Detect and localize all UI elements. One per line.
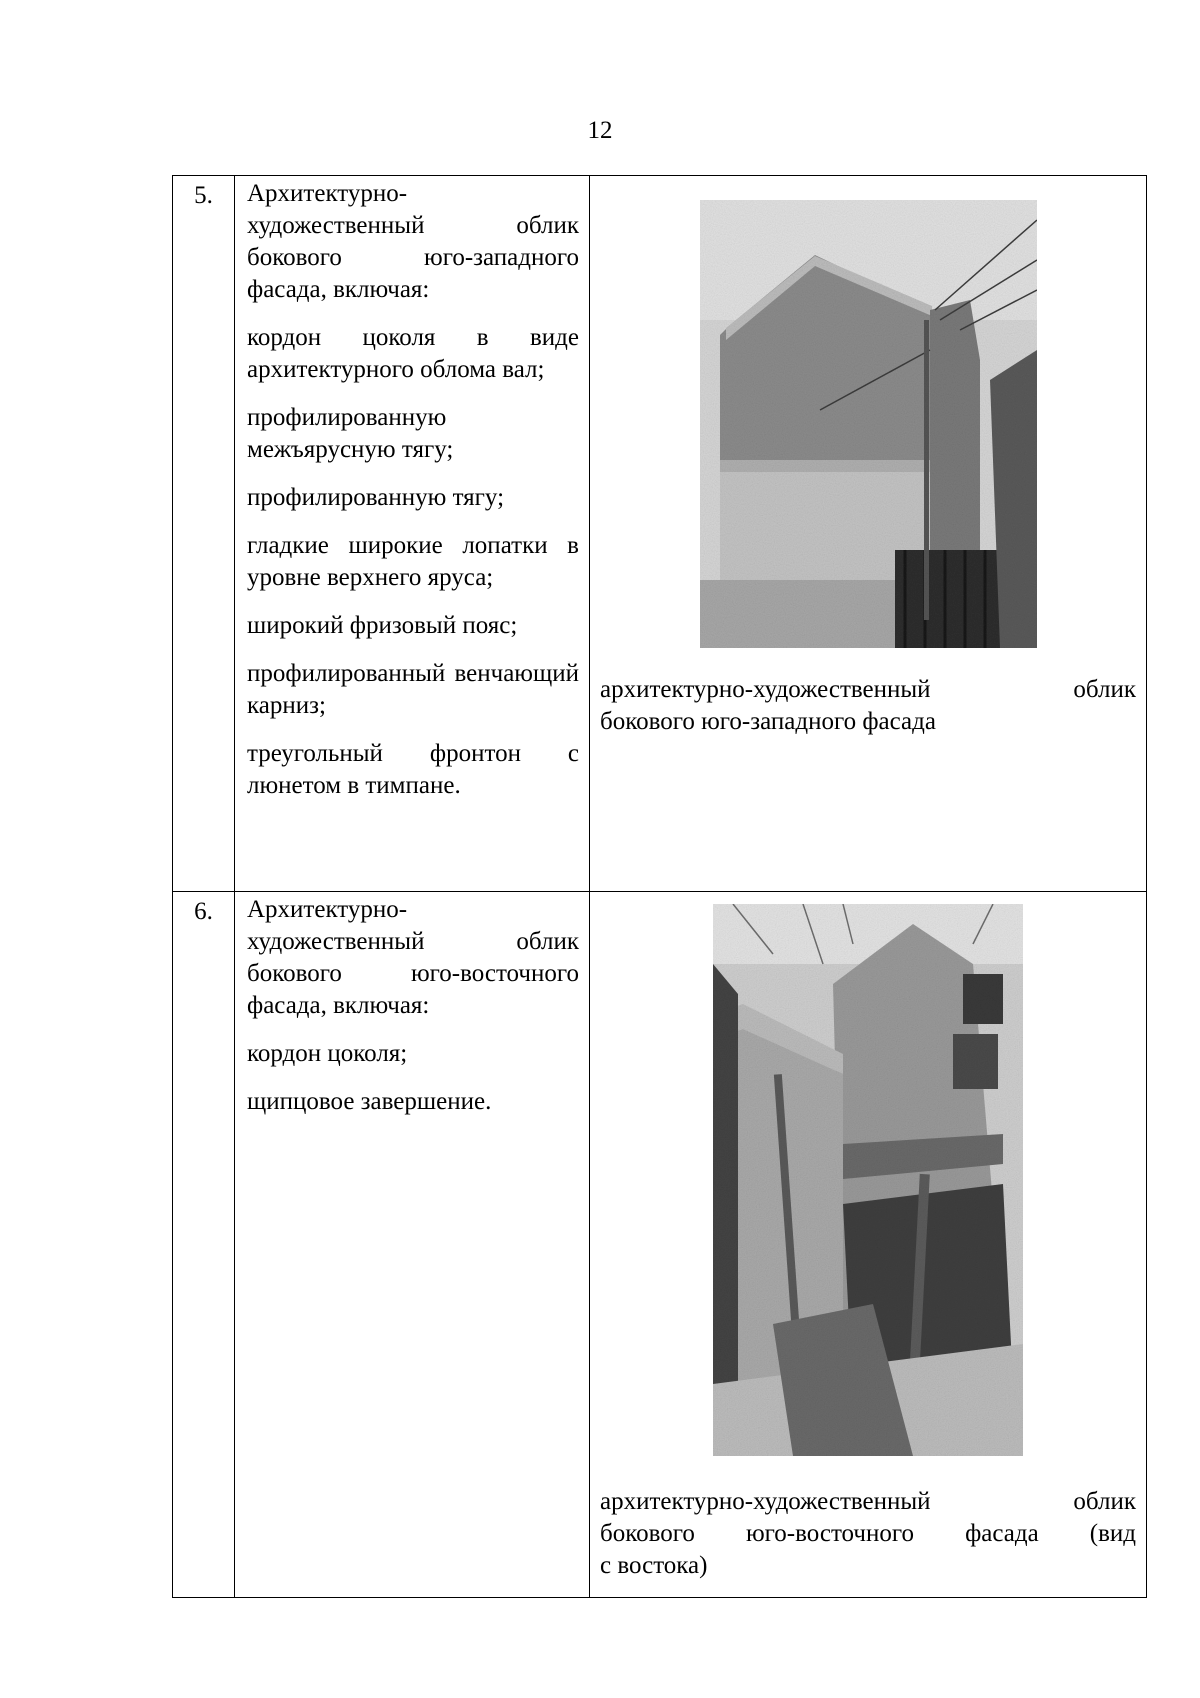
caption-word: архитектурно-художественный — [600, 676, 931, 703]
row-number: 6. — [173, 892, 235, 1598]
feature-paragraph: Архитектурно-художественный облик бокового юго-западного фасада, включая: — [247, 180, 579, 303]
feature-paragraph: профилированную тягу; — [247, 484, 505, 511]
photo-caption — [600, 1486, 1136, 1582]
caption-word: (вид — [1089, 1520, 1136, 1547]
caption-line: бокового юго-западного фасада — [600, 708, 936, 735]
feature-paragraph: треугольный фронтон с люнетом в тимпане. — [247, 740, 579, 799]
photo-cell — [590, 892, 1147, 1598]
photo-cell — [590, 176, 1147, 892]
feature-paragraph: профилированную межъярусную тягу; — [247, 404, 454, 463]
feature-paragraph: Архитектурно-художественный облик бокового юго-восточного фасада, включая: — [247, 896, 579, 1019]
caption-word: фасада — [965, 1520, 1039, 1547]
feature-paragraph: щипцовое завершение. — [247, 1088, 492, 1115]
feature-paragraph: кордон цоколя; — [247, 1040, 408, 1067]
caption-word: облик — [1073, 676, 1136, 703]
caption-word: облик — [1073, 1488, 1136, 1515]
feature-description — [235, 892, 590, 1598]
caption-word: юго-восточного — [745, 1520, 914, 1547]
monument-features-table — [172, 175, 1147, 1598]
feature-description — [235, 176, 590, 892]
caption-word: бокового — [600, 1520, 695, 1547]
feature-paragraph: профилированный венчающий карниз; — [247, 660, 579, 719]
caption-line: с востока) — [600, 1552, 708, 1579]
table-row — [173, 892, 1147, 1598]
feature-paragraph: кордон цоколя в виде архитектурного облома вал; — [247, 324, 579, 383]
facade-photo-southwest — [700, 200, 1037, 648]
photo-caption — [600, 674, 1136, 738]
feature-paragraph: широкий фризовый пояс; — [247, 612, 518, 639]
row-number: 5. — [173, 176, 235, 892]
caption-word: архитектурно-художественный — [600, 1488, 931, 1515]
feature-paragraph: гладкие широкие лопатки в уровне верхнего яруса; — [247, 532, 579, 591]
page-number: 12 — [587, 117, 613, 144]
facade-photo-southeast — [713, 904, 1023, 1456]
table-row — [173, 176, 1147, 892]
